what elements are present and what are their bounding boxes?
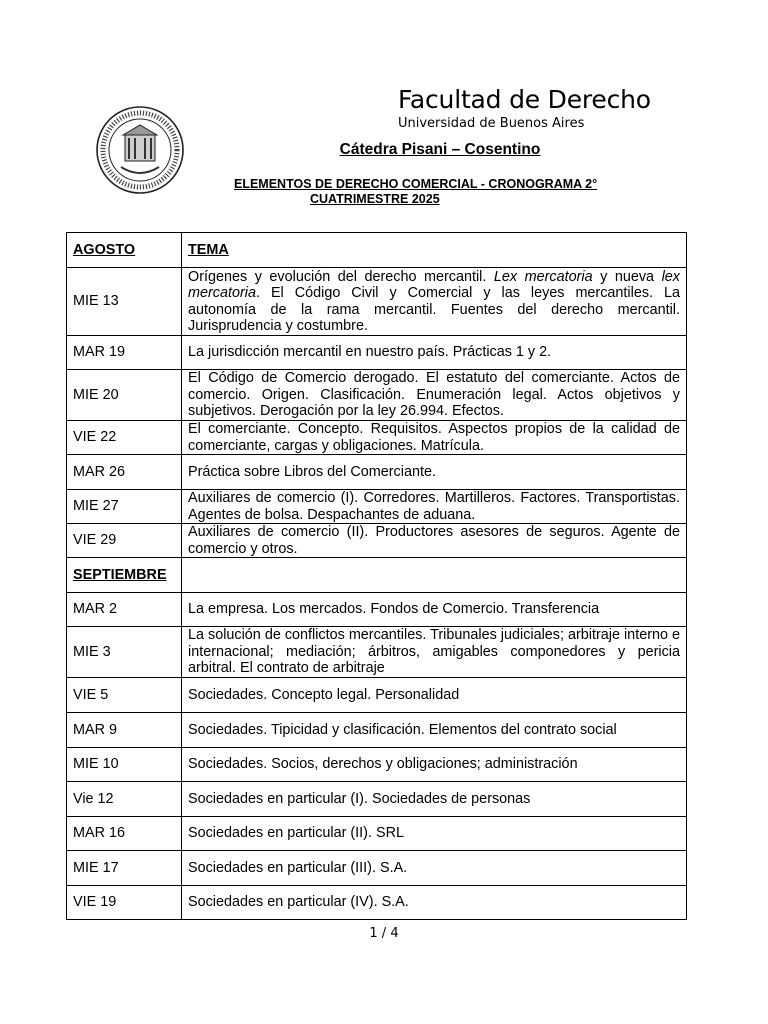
row-date: MIE 13 [67, 268, 182, 336]
row-date: MAR 16 [67, 817, 182, 851]
table-row [67, 593, 687, 627]
table-row [67, 455, 687, 490]
row-topic: Sociedades en particular (I). Sociedades de personas [182, 782, 687, 817]
table-row [67, 627, 687, 678]
row-topic: Orígenes y evolución del derecho mercantil. Lex mercatoria y nueva lex mercatoria. El Código Civil y Comercial y las leyes mercantiles. La autonomía de la rama mercantil. Fuentes del derecho mercantil. Jurisprudencia y costumbre. [182, 268, 687, 336]
month-empty-cell [182, 558, 687, 593]
row-topic: Sociedades en particular (II). SRL [182, 817, 687, 851]
row-topic: El Código de Comercio derogado. El estatuto del comerciante. Actos de comercio. Origen. Clasificación. Enumeración legal. Actos objetivos y subjetivos. Derogación por la ley 26.994. Efectos. [182, 370, 687, 421]
row-date: VIE 22 [67, 421, 182, 455]
row-topic: La empresa. Los mercados. Fondos de Comercio. Transferencia [182, 593, 687, 627]
header-topic: TEMA [182, 233, 687, 268]
row-date: MAR 2 [67, 593, 182, 627]
row-topic: Auxiliares de comercio (II). Productores asesores de seguros. Agente de comercio y otros. [182, 524, 687, 558]
row-date: MIE 10 [67, 748, 182, 782]
row-topic: Sociedades en particular (III). S.A. [182, 851, 687, 886]
table-row [67, 713, 687, 748]
table-row [67, 851, 687, 886]
row-topic: Sociedades. Concepto legal. Personalidad [182, 678, 687, 713]
row-topic: La solución de conflictos mercantiles. Tribunales judiciales; arbitraje interno e internacional; mediación; árbitros, amigables componedores y pericia arbitral. El contrato de arbitraje [182, 627, 687, 678]
row-date: VIE 29 [67, 524, 182, 558]
row-topic: Auxiliares de comercio (I). Corredores. Martilleros. Factores. Transportistas. Agentes de bolsa. Despachantes de aduana. [182, 490, 687, 524]
month-label: SEPTIEMBRE [67, 558, 182, 593]
table-row [67, 370, 687, 421]
course-title-line-2: CUATRIMESTRE 2025 [310, 192, 440, 206]
table-row [67, 678, 687, 713]
row-topic: Práctica sobre Libros del Comerciante. [182, 455, 687, 490]
header-month: AGOSTO [67, 233, 182, 268]
schedule-table [66, 232, 687, 920]
row-date: VIE 19 [67, 886, 182, 920]
month-row [67, 558, 687, 593]
row-date: MIE 27 [67, 490, 182, 524]
course-title-line-1: ELEMENTOS DE DERECHO COMERCIAL - CRONOGRAMA 2° [234, 177, 598, 191]
row-date: VIE 5 [67, 678, 182, 713]
italic-term: lex mercatoria [188, 268, 680, 301]
row-date: MIE 3 [67, 627, 182, 678]
row-topic: La jurisdicción mercantil en nuestro país. Prácticas 1 y 2. [182, 336, 687, 370]
row-date: MIE 20 [67, 370, 182, 421]
row-topic: El comerciante. Concepto. Requisitos. Aspectos propios de la calidad de comerciante, cargas y obligaciones. Matrícula. [182, 421, 687, 455]
table-row [67, 817, 687, 851]
table-row [67, 268, 687, 336]
university-name: Universidad de Buenos Aires [398, 116, 585, 131]
row-topic: Sociedades. Tipicidad y clasificación. Elementos del contrato social [182, 713, 687, 748]
table-row [67, 490, 687, 524]
row-date: Vie 12 [67, 782, 182, 817]
table-row [67, 524, 687, 558]
row-date: MIE 17 [67, 851, 182, 886]
table-row [67, 336, 687, 370]
faculty-name: Facultad de Derecho [398, 85, 651, 114]
row-date: MAR 9 [67, 713, 182, 748]
row-topic: Sociedades en particular (IV). S.A. [182, 886, 687, 920]
table-row [67, 748, 687, 782]
table-row [67, 782, 687, 817]
row-date: MAR 19 [67, 336, 182, 370]
table-row [67, 421, 687, 455]
faculty-header [398, 84, 651, 132]
page-number: 1 / 4 [369, 926, 399, 941]
row-topic: Sociedades. Socios, derechos y obligaciones; administración [182, 748, 687, 782]
row-date: MAR 26 [67, 455, 182, 490]
table-row [67, 886, 687, 920]
catedra-title: Cátedra Pisani – Cosentino [339, 141, 541, 158]
italic-term: Lex mercatoria [493, 268, 593, 285]
table-header-row [67, 233, 687, 268]
